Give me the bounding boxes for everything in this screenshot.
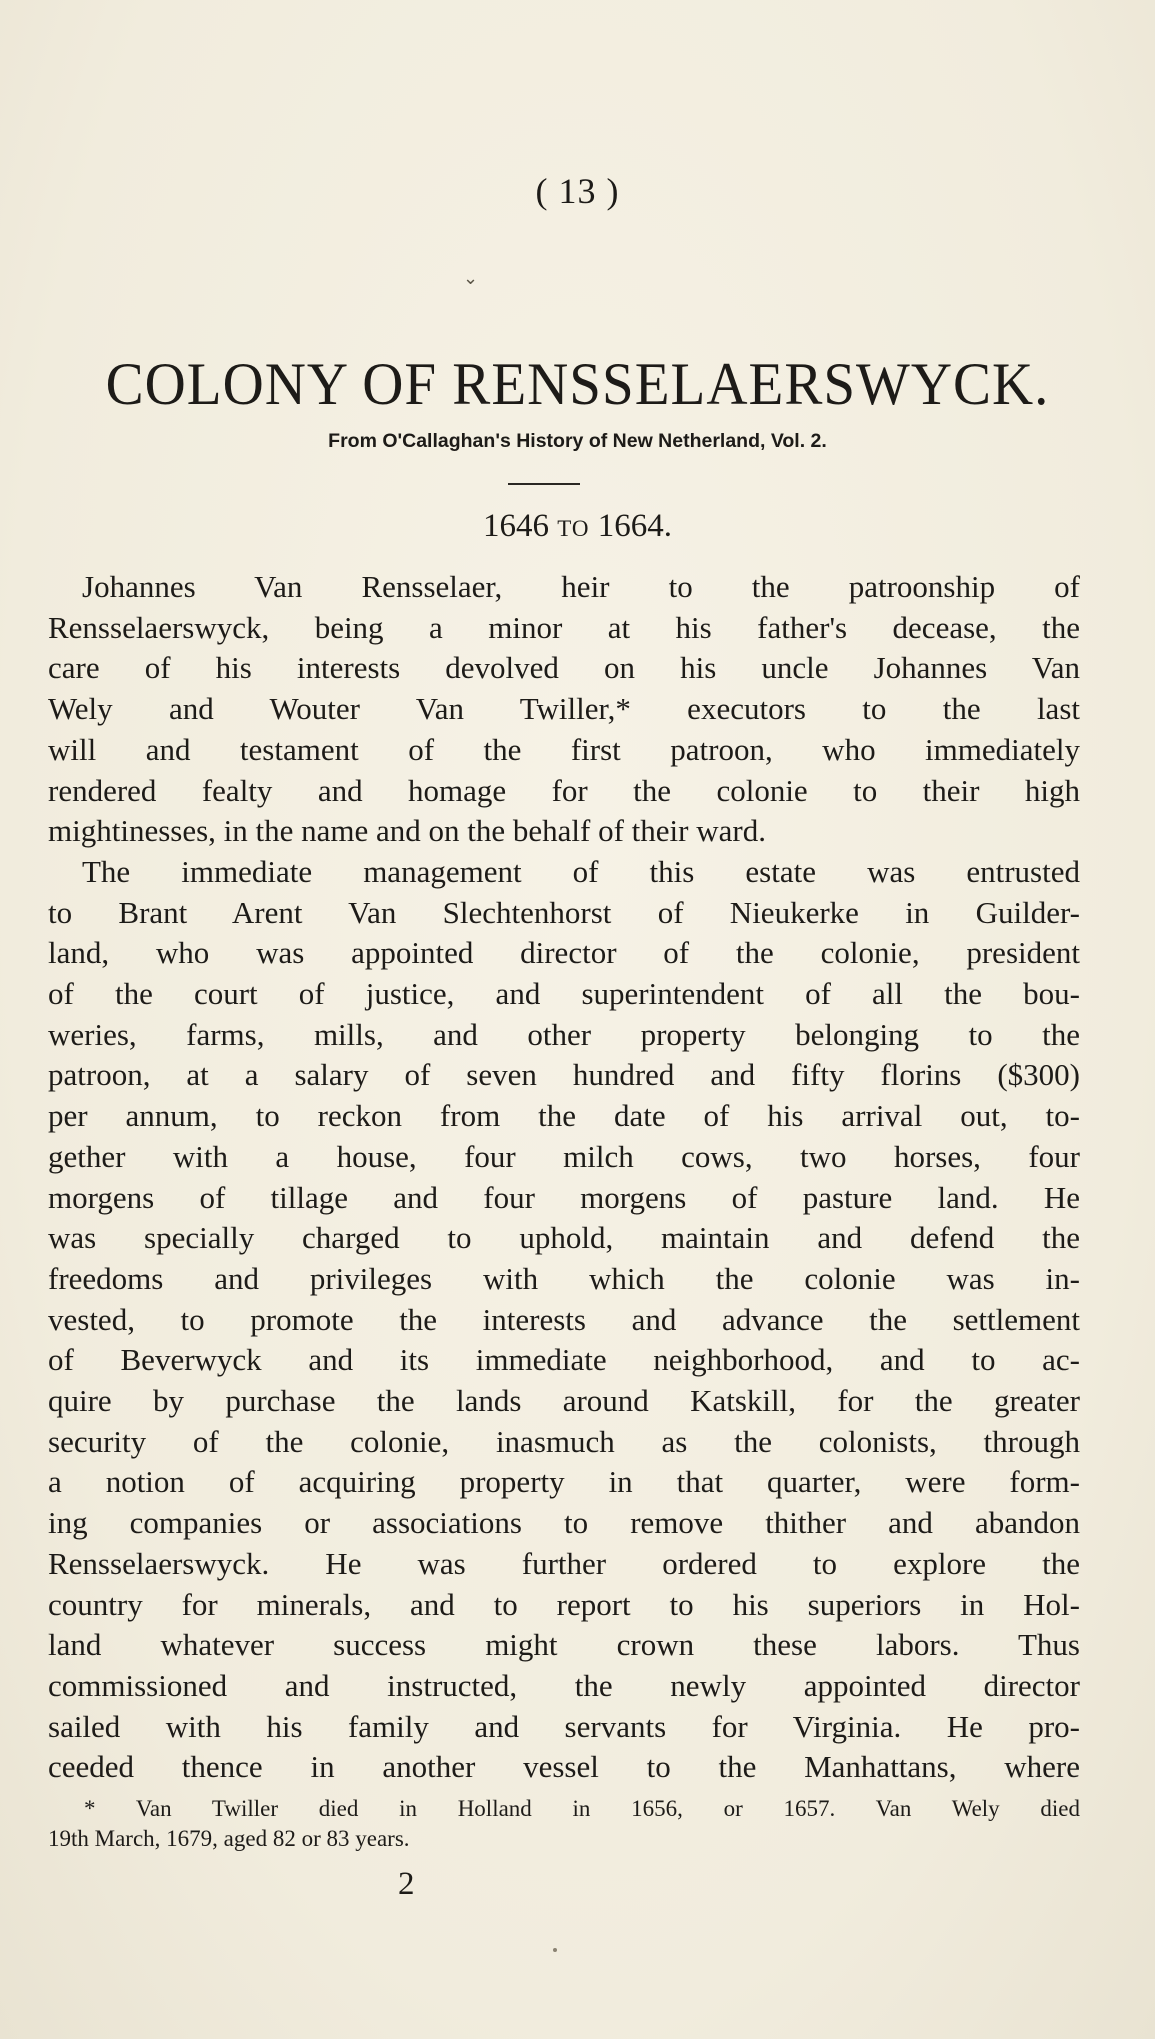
body-line: ing companies or associations to remove thither and abandon bbox=[48, 1505, 1080, 1541]
body-text bbox=[48, 567, 1080, 1788]
body-line: morgens of tillage and four morgens of pasture land. He bbox=[48, 1179, 1080, 1215]
source-subtitle: From O'Callaghan's History of New Netherland, Vol. 2. bbox=[328, 430, 827, 452]
date-start: 1646 bbox=[483, 508, 549, 544]
date-to: TO bbox=[557, 516, 590, 541]
date-end: 1664. bbox=[597, 508, 672, 544]
printer-mark: ⌄ bbox=[463, 268, 479, 288]
body-line: ceeded thence in another vessel to the Manhattans, where bbox=[48, 1749, 1080, 1785]
body-line: care of his interests devolved on his uncle Johannes Van bbox=[48, 650, 1080, 686]
body-line: will and testament of the first patroon, who immediately bbox=[48, 731, 1080, 767]
divider-rule bbox=[508, 483, 580, 485]
body-line: Rensselaerswyck, being a minor at his father's decease, the bbox=[48, 609, 1080, 645]
body-line: land whatever success might crown these labors. Thus bbox=[48, 1627, 1080, 1663]
body-line: rendered fealty and homage for the colonie to their high bbox=[48, 772, 1080, 808]
body-line: of the court of justice, and superintendent of all the bou- bbox=[48, 976, 1080, 1012]
body-line: Johannes Van Rensselaer, heir to the patroonship of bbox=[82, 569, 1080, 604]
footnote-line: * Van Twiller died in Holland in 1656, or 1657. Van Wely died bbox=[84, 1796, 1080, 1821]
body-line: was specially charged to uphold, maintain and defend the bbox=[48, 1220, 1080, 1256]
paper-speck bbox=[553, 1948, 557, 1952]
signature-mark: 2 bbox=[398, 1866, 415, 1902]
date-range bbox=[0, 508, 1155, 545]
body-line: country for minerals, and to report to his superiors in Hol- bbox=[48, 1586, 1080, 1622]
body-line: of Beverwyck and its immediate neighborhood, and to ac- bbox=[48, 1342, 1080, 1378]
body-line: Wely and Wouter Van Twiller,* executors to the last bbox=[48, 691, 1080, 727]
body-line: weries, farms, mills, and other property belonging to the bbox=[48, 1016, 1080, 1052]
body-line: land, who was appointed director of the colonie, president bbox=[48, 935, 1080, 971]
body-line: freedoms and privileges with which the colonie was in- bbox=[48, 1260, 1080, 1296]
page-number: ( 13 ) bbox=[535, 171, 620, 211]
footnote-line: 19th March, 1679, aged 82 or 83 years. bbox=[48, 1826, 410, 1851]
body-line: to Brant Arent Van Slechtenhorst of Nieukerke in Guilder- bbox=[48, 894, 1080, 930]
body-line: vested, to promote the interests and advance the settlement bbox=[48, 1301, 1080, 1337]
footnote bbox=[48, 1794, 1080, 1854]
body-line: gether with a house, four milch cows, two horses, four bbox=[48, 1138, 1080, 1174]
body-line: The immediate management of this estate was entrusted bbox=[82, 853, 1080, 889]
body-line: Rensselaerswyck. He was further ordered to explore the bbox=[48, 1545, 1080, 1581]
body-line: security of the colonie, inasmuch as the colonists, through bbox=[48, 1423, 1080, 1459]
body-line: commissioned and instructed, the newly appointed director bbox=[48, 1667, 1080, 1703]
body-line: per annum, to reckon from the date of his arrival out, to- bbox=[48, 1098, 1080, 1134]
body-line: sailed with his family and servants for Virginia. He pro- bbox=[48, 1708, 1080, 1744]
chapter-title: COLONY OF RENSSELAERSWYCK. bbox=[105, 351, 1050, 418]
body-line: a notion of acquiring property in that quarter, were form- bbox=[48, 1464, 1080, 1500]
body-line: mightinesses, in the name and on the behalf of their ward. bbox=[48, 813, 766, 849]
body-line: quire by purchase the lands around Katskill, for the greater bbox=[48, 1383, 1080, 1419]
body-line: patroon, at a salary of seven hundred and fifty florins ($300) bbox=[48, 1057, 1080, 1093]
